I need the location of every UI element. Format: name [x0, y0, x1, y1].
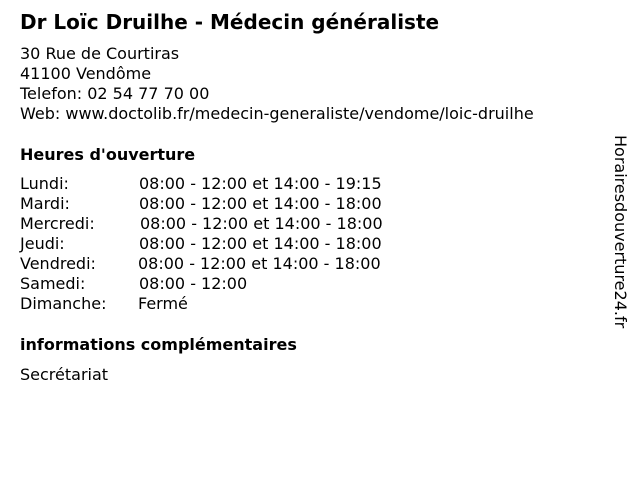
city-postal-code: 41100 Vendôme	[20, 64, 152, 83]
phone-number: Telefon: 02 54 77 70 00	[20, 84, 210, 103]
opening-hours-heading: Heures d'ouverture	[20, 145, 196, 164]
day-label: Jeudi:	[20, 234, 65, 253]
day-label: Mardi:	[20, 194, 70, 213]
day-label: Lundi:	[20, 174, 69, 193]
additional-info-text: Secrétariat	[20, 365, 109, 384]
time-value: Fermé	[138, 294, 188, 313]
page-title: Dr Loïc Druilhe - Médecin généraliste	[20, 10, 440, 34]
day-label: Dimanche:	[20, 294, 107, 313]
website: Web: www.doctolib.fr/medecin-generaliste/vendome/loic-druilhe	[20, 104, 534, 123]
day-label: Vendredi:	[20, 254, 96, 273]
day-label: Mercredi:	[20, 214, 95, 233]
watermark-text: Horairesdouverture24.fr	[611, 135, 630, 329]
time-value: 08:00 - 12:00 et 14:00 - 18:00	[139, 234, 382, 253]
watermark	[600, 135, 640, 370]
time-value: 08:00 - 12:00 et 14:00 - 18:00	[139, 194, 382, 213]
day-label: Samedi:	[20, 274, 86, 293]
street-address: 30 Rue de Courtiras	[20, 44, 180, 63]
address-block	[20, 44, 534, 124]
additional-info-heading: informations complémentaires	[20, 335, 297, 354]
time-value: 08:00 - 12:00 et 14:00 - 18:00	[140, 214, 383, 233]
time-value: 08:00 - 12:00	[139, 274, 248, 293]
time-value: 08:00 - 12:00 et 14:00 - 19:15	[139, 174, 382, 193]
time-value: 08:00 - 12:00 et 14:00 - 18:00	[138, 254, 381, 273]
